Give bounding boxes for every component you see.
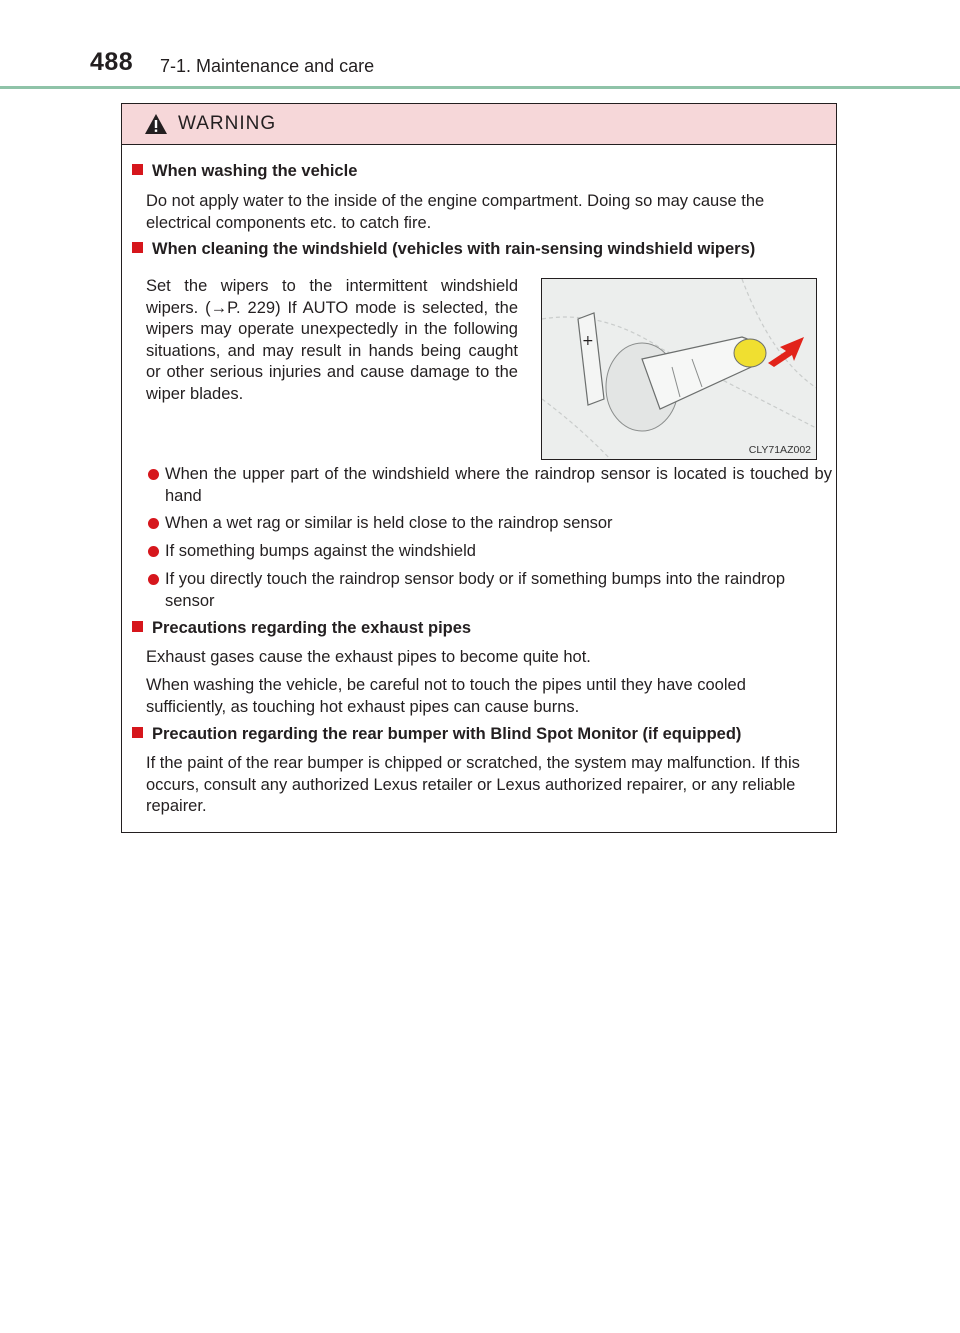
bumper-paragraph: If the paint of the rear bumper is chipped or scratched, the system may malfunction. If this occurs, consult any authorized Lexus retailer or Lexus authorized repairer, or any reliable repairer.: [146, 754, 800, 815]
exhaust-paragraph-1: Exhaust gases cause the exhaust pipes to become quite hot.: [146, 648, 591, 666]
figure-code: CLY71AZ002: [748, 444, 811, 456]
page-number: 488: [90, 48, 134, 76]
section-heading-bumper: Precaution regarding the rear bumper with Blind Spot Monitor (if equipped): [132, 725, 741, 744]
red-bullet-icon: [148, 518, 159, 529]
section-heading-exhaust: Precautions regarding the exhaust pipes: [132, 619, 471, 638]
exhaust-paragraph-2: When washing the vehicle, be careful not to touch the pipes until they have cooled sufficiently, as touching hot exhaust pipes can cause burns.: [146, 676, 746, 716]
red-square-icon: [132, 621, 143, 632]
washing-paragraph: Do not apply water to the inside of the engine compartment. Doing so may cause the electrical components etc. to catch fire.: [146, 192, 765, 232]
red-bullet-icon: [148, 469, 159, 480]
section-title: 7-1. Maintenance and care: [160, 56, 375, 76]
red-bullet-icon: [148, 574, 159, 585]
header-rule: [0, 86, 960, 89]
warning-triangle-icon: [144, 113, 168, 135]
windshield-intro: Set the wipers to the intermittent windshield wipers. (→P. 229) If AUTO mode is selected, the wipers may operate unexpectedly in the following situations, and may result in hands being caught or other serious injuries and cause damage to the wiper blades.: [146, 277, 518, 403]
section-heading-windshield: When cleaning the windshield (vehicles with rain-sensing windshield wipers): [132, 240, 755, 259]
list-item: If you directly touch the raindrop sensor body or if something bumps into the raindrop sensor: [148, 569, 832, 612]
list-item: If something bumps against the windshield: [148, 541, 832, 563]
svg-text:+: +: [582, 333, 594, 349]
red-square-icon: [132, 727, 143, 738]
wiper-lever-illustration: [541, 278, 817, 460]
wiper-lever-drawing: [542, 279, 817, 460]
red-square-icon: [132, 164, 143, 175]
list-item: When the upper part of the windshield where the raindrop sensor is located is touched by hand: [148, 464, 832, 507]
warning-header: [122, 104, 836, 145]
red-square-icon: [132, 242, 143, 253]
section-heading-washing: When washing the vehicle: [132, 162, 357, 181]
page-header: [0, 0, 960, 92]
red-bullet-icon: [148, 546, 159, 557]
warning-box: [121, 103, 837, 833]
warning-label: WARNING: [178, 113, 277, 134]
list-item: When a wet rag or similar is held close to the raindrop sensor: [148, 513, 832, 535]
